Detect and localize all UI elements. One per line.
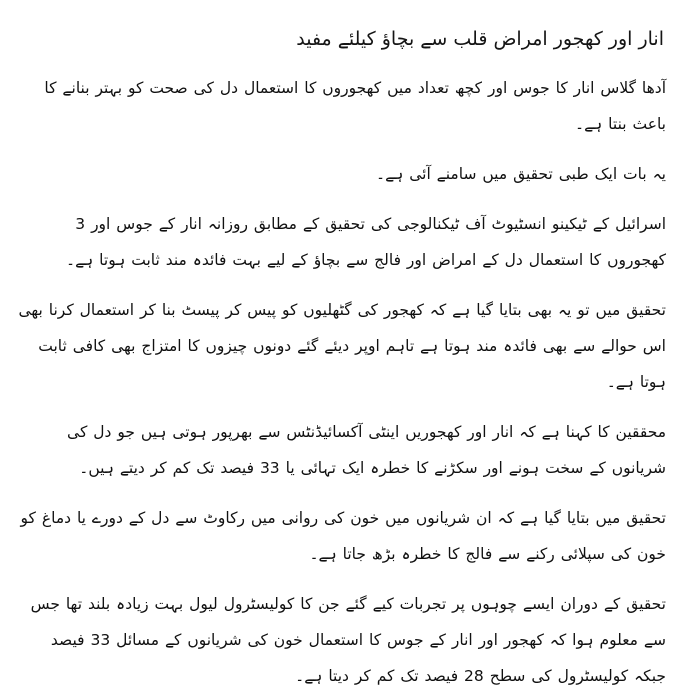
article-paragraph-4: تحقیق میں تو یہ بھی بتایا گیا ہے کہ کھجور کی گٹھلیوں کو پیس کر پیسٹ بنا کر استعمال کرنا بھی اس حوالے سے بھی فائدہ مند ہوتا ہے تاہم اوپر دیئے گئے دونوں چیزوں کا امتزاج بھی کافی ثابت ہوتا ہے۔ [18,301,666,391]
article-paragraph-2: یہ بات ایک طبی تحقیق میں سامنے آئی ہے۔ [376,165,666,183]
article-paragraph-1: آدھا گلاس انار کا جوس اور کچھ تعداد میں کھجوروں کا استعمال دل کی صحت کو بہتر بنانے کا باعث بنتا ہے۔ [44,79,666,133]
article-paragraph-3: اسرائیل کے ٹیکینو انسٹیوٹ آف ٹیکنالوجی کی تحقیق کے مطابق روزانہ انار کے جوس اور 3 کھجوروں کا استعمال دل کے امراض اور فالج سے بچاؤ کے لیے بہت فائدہ مند ثابت ہوتا ہے۔ [66,215,666,269]
article-paragraph-7: تحقیق کے دوران ایسے چوہوں پر تجربات کیے گئے جن کا کولیسٹرول لیول بہت زیادہ بلند تھا جس سے معلوم ہوا کہ کھجور اور انار کے جوس کا استعمال خون کی شریانوں کے مسائل 33 فیصد جبکہ کولیسٹرول کی سطح 28 فیصد تک کم کر دیتا ہے۔ [30,595,666,685]
article-paragraph-6: تحقیق میں بتایا گیا ہے کہ ان شریانوں میں خون کی روانی میں رکاوٹ سے دل کے دورے یا دماغ کو خون کی سپلائی رکنے سے فالج کا خطرہ بڑھ جاتا ہے۔ [20,509,666,563]
article-title: انار اور کھجور امراض قلب سے بچاؤ کیلئے مفید [296,28,664,50]
article-paragraph-5: محققین کا کہنا ہے کہ انار اور کھجوریں اینٹی آکسائیڈنٹس سے بھرپور ہوتی ہیں جو دل کی شریانوں کے سخت ہونے اور سکڑنے کا خطرہ ایک تہائی یا 33 فیصد تک کم کر دیتے ہیں۔ [67,423,666,477]
